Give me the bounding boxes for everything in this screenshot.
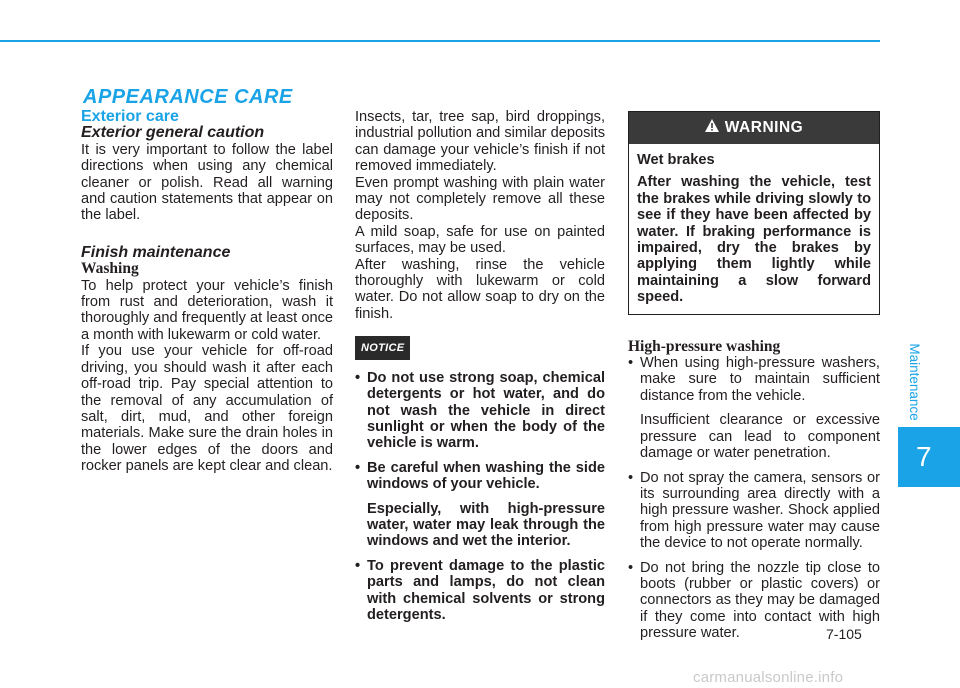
warning-box [628,111,880,315]
watermark: carmanualsonline.info [693,669,844,686]
washing-heading: Washing [81,260,139,278]
side-tab-label [902,343,926,421]
high-pressure-item: • Do not bring the nozzle tip close to boots (rubber or plastic covers) or connectors as they may be damaged if they come into contact with high pressure water. [628,559,880,642]
finish-maintenance-heading: Finish maintenance [81,243,231,261]
notice-item: • Do not use strong soap, chemical detergents or hot water, and do not wash the vehicle in direct sunlight or when the body of the vehicle is warm. [355,369,605,452]
plain-water-paragraph: Even prompt washing with plain water may not completely remove all these deposits. [355,174,605,224]
column-3 [628,109,880,650]
warning-text: After washing the vehicle, test the brakes while driving slowly to see if they have been affected by water. If braking performance is impaired, dry the brakes by applying them lightly while maintaining a slow forward speed. [637,174,871,306]
rinse-paragraph: After washing, rinse the vehicle thoroughly with lukewarm or cold water. Do not allow soap to dry on the finish. [355,256,605,322]
notice-list [355,370,605,624]
warning-title: Wet brakes [637,152,715,168]
high-pressure-list [628,355,880,642]
washing-paragraph-2: If you use your vehicle for off-road driving, you should wash it after each off-road trip. Pay special attention to the removal of any accumulation of salt, dirt, mud, and other foreign materials. Make sure the drain holes in the lower edges of the doors and rocker panels are kept clear and clean. [81,343,333,475]
mild-soap-paragraph: A mild soap, safe for use on painted surfaces, may be used. [355,223,605,257]
chapter-tab: 7 [898,427,960,487]
top-rule [0,40,880,42]
high-pressure-item: • Do not spray the camera, sensors or its surrounding area directly with a high pressure washer. Shock applied from high pressure water may cause the device to not operate normally. [628,469,880,552]
general-caution-paragraph: It is very important to follow the label directions when using any chemical cleaner or polish. Read all warning and caution statements that appear on the label. [81,141,333,224]
notice-item: • Be careful when washing the side windows of your vehicle. Especially, with high-pressure water, water may leak through the windows and wet the interior. [355,459,605,550]
warning-triangle-icon [705,112,719,144]
high-pressure-washing-heading: High-pressure washing [628,337,781,355]
column-2 [355,109,605,631]
warning-header [629,112,879,144]
notice-badge: NOTICE [355,336,410,359]
exterior-care-heading: Exterior care [81,108,179,125]
warning-label: WARNING [724,119,804,136]
column-1 [81,109,333,475]
side-tab-label-text: Maintenance [907,343,922,421]
exterior-general-caution-heading: Exterior general caution [81,124,265,142]
high-pressure-item: • When using high-pressure washers, make sure to maintain sufficient distance from the vehicle. Insufficient clearance or excessive pressure can lead to component damage or water penetration. [628,355,880,462]
warning-body [629,144,879,314]
washing-paragraph-1: To help protect your vehicle’s finish from rust and deterioration, wash it thoroughly and frequently at least once a month with lukewarm or cold water. [81,277,333,343]
page-number: 7-105 [826,626,862,642]
deposits-paragraph: Insects, tar, tree sap, bird droppings, industrial pollution and similar deposits can damage your vehicle’s finish if not removed immediately. [355,109,605,175]
high-pressure-item-extra: Insufficient clearance or excessive pressure can lead to component damage or water penetration. [640,412,880,462]
notice-item-extra: Especially, with high-pressure water, water may leak through the windows and wet the interior. [367,500,605,550]
notice-item: • To prevent damage to the plastic parts and lamps, do not clean with chemical solvents or strong detergents. [355,557,605,623]
section-title: APPEARANCE CARE [83,86,293,108]
